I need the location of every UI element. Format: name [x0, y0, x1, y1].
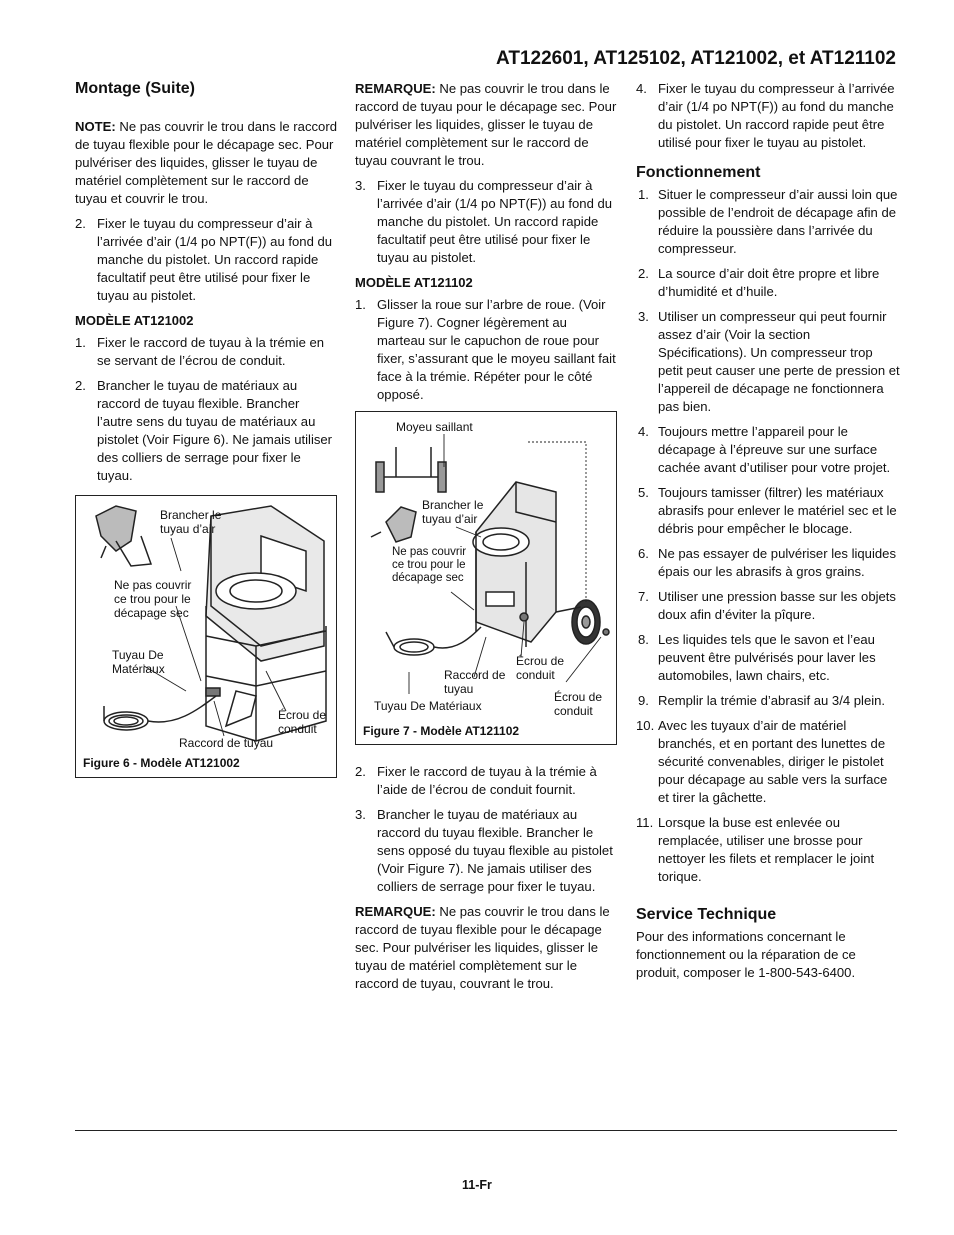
figure-6-caption: Figure 6 - Modèle AT121002	[83, 756, 240, 770]
step-list	[355, 177, 617, 267]
list-item: 11. Lorsque la buse est enlevée ou remplacée, utiliser une brosse pour nettoyer les filets et remplacer le joint torique.	[636, 815, 875, 884]
fig6-label-air: Brancher le tuyau d’air	[160, 508, 222, 536]
footer-rule	[75, 1130, 897, 1131]
service-paragraph: Pour des informations concernant le fonctionnement ou la réparation de ce produit, composer le 1-800-543-6400.	[636, 929, 856, 980]
section-title-montage: Montage (Suite)	[75, 80, 195, 97]
fig7-label-air: Brancher le tuyau d’air	[422, 498, 484, 526]
section-title-fonctionnement: Fonctionnement	[636, 164, 761, 181]
note-text: Ne pas couvrir le trou dans le raccord de tuyau flexible pour le décapage sec. Pour pulvériser des liquides, glisser le tuyau de matériel complètement sur le raccord de tuyau et couvrir le trou.	[75, 119, 337, 206]
fig7-label-fitting: Raccord de tuyau	[444, 668, 506, 696]
list-item: 1. Fixer le raccord de tuyau à la trémie en se servant de l’écrou de conduit.	[75, 335, 325, 368]
fig7-label-nut-2: Écrou de conduit	[554, 690, 603, 718]
figure-7-caption: Figure 7 - Modèle AT121102	[363, 724, 520, 738]
list-item: 5. Toujours tamisser (filtrer) les matériaux abrasifs pour enlever le matériel sec et le débris pour empêcher le blocage.	[638, 485, 897, 536]
list-item: 3. Brancher le tuyau de matériaux au raccord du tuyau flexible. Brancher le sens opposé du tuyau flexible au pistolet (Voir Figure 7). Ne jamais utiliser des colliers de serrage pour fixer le tuyau.	[355, 807, 613, 894]
list-item: 3. Utiliser un compresseur qui peut fournir assez d’air (Voir la section Spécifications). Un compresseur trop petit peut causer une perte de pression et l’appereil de décapage ne fonctionnera pas bien.	[638, 309, 900, 414]
fig6-label-nut: Écrou de conduit	[278, 708, 327, 736]
step-list	[75, 215, 337, 305]
fig7-label-hole: Ne pas couvrir ce trou pour le décapage sec	[392, 546, 467, 584]
list-item: 8. Les liquides tels que le savon et l’eau peuvent être pulvérisés pour laver les automobiles, lawn chairs, etc.	[638, 632, 876, 683]
fig7-label-hose: Tuyau De Matériaux	[374, 699, 482, 713]
page-header-title: AT122601, AT125102, AT121002, et AT121102	[496, 48, 896, 69]
column-right	[636, 80, 900, 989]
list-item: 2. Fixer le raccord de tuyau à la trémie à l’aide de l’écrou de conduit fournit.	[355, 764, 597, 797]
fig6-label-fitting: Raccord de tuyau	[179, 736, 274, 750]
operation-steps-list	[636, 186, 900, 886]
list-item: 6. Ne pas essayer de pulvériser les liquides épais our les abrasifs à gros grains.	[638, 546, 896, 579]
figure-6	[75, 495, 337, 778]
list-item: 2. Brancher le tuyau de matériaux au raccord de tuyau flexible. Brancher l’autre sens du tuyau de matériaux au pistolet (Voir Figure 6). Ne jamais utiliser des colliers de serrage pour fixer le tuyau.	[75, 378, 333, 483]
page-number: 11-Fr	[462, 1178, 492, 1192]
list-item: 10. Avec les tuyaux d’air de matériel branchés, et en portant des lunettes de sécurité convenables, diriger le pistolet pour décapage au sable vers la surface et tirer la gâchette.	[636, 718, 888, 805]
section-title-service: Service Technique	[636, 906, 777, 923]
remark-paragraph-2: REMARQUE: Ne pas couvrir le trou dans le raccord de tuyau flexible pour le décapage sec. Pour pulvériser les liquides, glisser le tuyau de matériel complètement sur le raccord de tuyau, couvrant le trou.	[355, 904, 610, 991]
list-item: 4. Fixer le tuyau du compresseur à l’arrivée d’air (1/4 po NPT(F)) au fond du manche du pistolet. Un raccord rapide peut être utilisé pour fixer le tuyau au pistolet.	[636, 81, 895, 150]
figure-7	[355, 411, 617, 745]
list-item: 1. Glisser la roue sur l’arbre de roue. (Voir Figure 7). Cogner légèrement au marteau sur le capuchon de roue pour fixer, s’assurant que le moyeu saillant fait face à la trémie. Répéter pour le côté opposé.	[355, 297, 616, 402]
fig6-label-hole: Ne pas couvrir ce trou pour le décapage sec	[114, 578, 192, 620]
list-item: 9. Remplir la trémie d’abrasif au 3/4 plein.	[638, 693, 886, 708]
note-paragraph	[75, 118, 337, 208]
column-middle	[355, 80, 617, 1000]
model-heading-at121002: MODÈLE AT121002	[75, 313, 194, 328]
model-heading-at121102: MODÈLE AT121102	[355, 275, 473, 290]
fig7-label-nut-1: Écrou de conduit	[516, 654, 565, 682]
fig6-label-hose: Tuyau De Matériaux	[112, 648, 165, 676]
list-item: 1. Situer le compresseur d’air aussi loin que possible de l’endroit de décapage afin de réduire la poussière dans l’arrivée du compresseur.	[638, 187, 898, 256]
model-steps-list	[75, 334, 337, 485]
note-label: NOTE:	[75, 119, 116, 134]
remark-paragraph-1: REMARQUE: Ne pas couvrir le trou dans le raccord de tuyau pour le décapage sec. Pour pulvériser les liquides, glisser le tuyau de matériel complètement sur le raccord de tuyau couvrant le trou.	[355, 81, 617, 168]
list-item: 4. Toujours mettre l’appareil pour le décapage à l’épreuve sur une surface cachée avant d’utiliser pour votre projet.	[638, 424, 891, 475]
model-steps-list	[355, 296, 617, 404]
steps-after-figure-7	[355, 763, 617, 896]
list-item: 7. Utiliser une pression basse sur les objets doux afin d’éviter la pîqure.	[638, 589, 896, 622]
list-item: 2. Fixer le tuyau du compresseur d’air à l’arrivée d’air (1/4 po NPT(F)) au fond du manche du pistolet. Un raccord rapide facultatif peut être utilisé pour fixer le tuyau au pistolet.	[75, 216, 333, 303]
step-list	[636, 80, 900, 152]
fig7-label-hub: Moyeu saillant	[396, 420, 473, 434]
column-left	[75, 80, 337, 778]
list-item: 2. La source d’air doit être propre et libre d’humidité et d’huile.	[638, 266, 880, 299]
list-item: 3. Fixer le tuyau du compresseur d’air à l’arrivée d’air (1/4 po NPT(F)) au fond du manche du pistolet. Un raccord rapide facultatif peut être utilisé pour fixer le tuyau au pistolet.	[355, 178, 613, 265]
